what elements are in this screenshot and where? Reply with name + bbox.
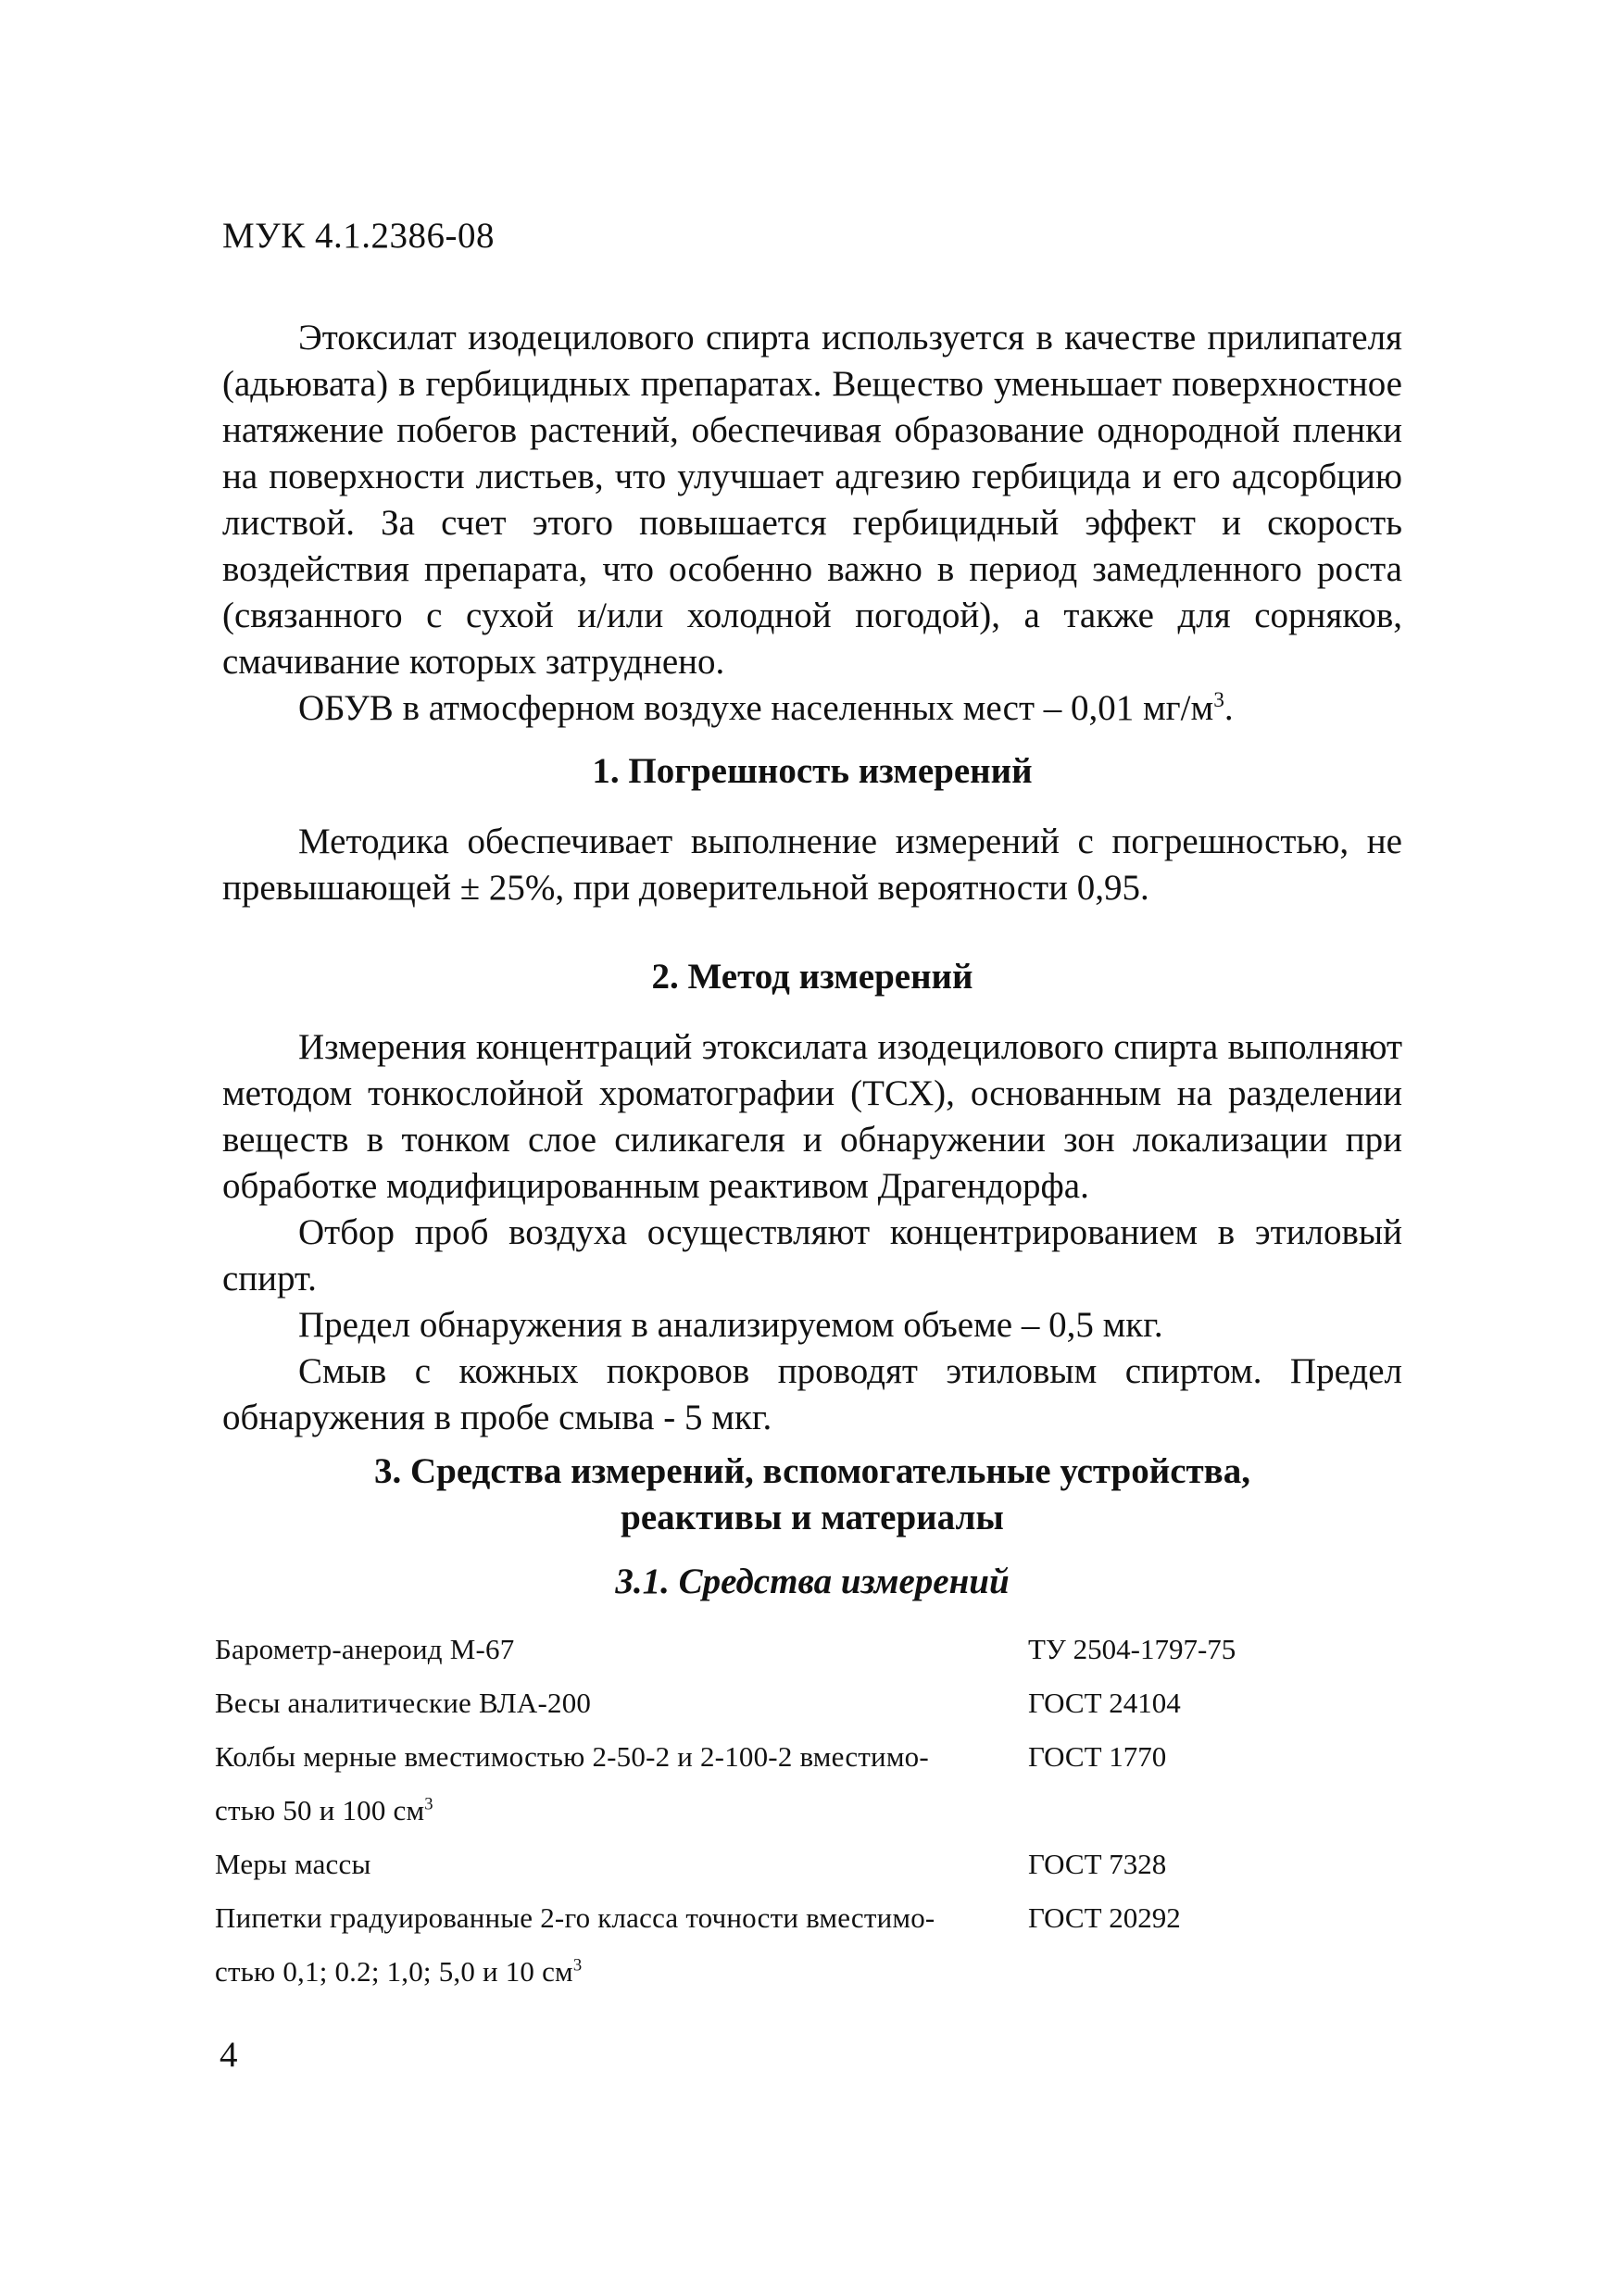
- section-2-paragraph: Предел обнаружения в анализируемом объеме – 0,5 мкг.: [298, 1305, 1163, 1345]
- equipment-name-line-2: [215, 1945, 1002, 1999]
- equipment-name-line-1: Пипетки градуированные 2-го класса точности вместимо-: [215, 1901, 935, 1934]
- equipment-name: Меры массы: [215, 1848, 371, 1880]
- section-1-body: [222, 819, 1402, 911]
- document-code-header: МУК 4.1.2386-08: [222, 216, 496, 256]
- equipment-standard: ГОСТ 7328: [1028, 1848, 1167, 1880]
- intro-text: [222, 315, 1402, 732]
- unit-superscript: 3: [424, 1794, 433, 1814]
- equipment-name-line-2: [215, 1784, 1002, 1838]
- intro-paragraph: Этоксилат изодецилового спирта используется в качестве прилипателя (адьювата) в гербицидных препаратах. Вещество уменьшает поверхностное натяжение побегов растений, обеспечивая образование однородной пленки на поверхности листьев, что улучшает адгезию гербицида и его адсорбцию листвой. За счет этого повышается гербицидный эффект и скорость воздействия препарата, что особенно важно в период замедленного роста (связанного с сухой и/или холодной погодой), а также для сорняков, смачивание которых затруднено.: [222, 318, 1402, 682]
- section-2-body: [222, 1024, 1402, 1441]
- equipment-standard: ГОСТ 24104: [1028, 1687, 1181, 1719]
- equipment-name-line-2-text: стью 0,1; 0.2; 1,0; 5,0 и 10 см: [215, 1955, 573, 1988]
- section-3-title: [222, 1449, 1402, 1541]
- equipment-standard: ГОСТ 1770: [1028, 1740, 1167, 1773]
- equipment-name: Весы аналитические ВЛА-200: [215, 1687, 592, 1719]
- list-item: [215, 1838, 1410, 1891]
- section-2-paragraph: Смыв с кожных покровов проводят этиловым спиртом. Предел обнаружения в пробе смыва - 5 мкг.: [222, 1351, 1402, 1437]
- unit-superscript: 3: [1213, 688, 1224, 712]
- section-1-paragraph: Методика обеспечивает выполнение измерений с погрешностью, не превышающей ± 25%, при доверительной вероятности 0,95.: [222, 822, 1402, 908]
- obuv-paragraph: [222, 685, 1402, 732]
- section-2-paragraph: Отбор проб воздуха осуществляют концентрированием в этиловый спирт.: [222, 1212, 1402, 1299]
- equipment-name: Барометр-анероид М-67: [215, 1633, 515, 1665]
- equipment-name-line-2-text: стью 50 и 100 см: [215, 1794, 425, 1826]
- list-item: [215, 1623, 1410, 1676]
- equipment-name: [215, 1730, 1002, 1838]
- section-2-title: 2. Метод измерений: [651, 957, 973, 997]
- section-2-paragraph: Измерения концентраций этоксилата изодецилового спирта выполняют методом тонкослойной хроматографии (ТСХ), основанным на разделении веществ в тонком слое силикагеля и обнаружении зон локализации при обработке модифицированным реактивом Драгендорфа.: [222, 1027, 1402, 1206]
- subsection-3-1-title: 3.1. Средства измерений: [615, 1562, 1010, 1601]
- equipment-standard: ТУ 2504-1797-75: [1028, 1633, 1236, 1665]
- list-item: [215, 1891, 1410, 1999]
- page-number: 4: [220, 2035, 238, 2075]
- equipment-list: [215, 1623, 1410, 1999]
- obuv-text: ОБУВ в атмосферном воздухе населенных мест – 0,01 мг/м: [298, 688, 1214, 728]
- list-item: [215, 1676, 1410, 1730]
- obuv-end: .: [1224, 688, 1234, 728]
- equipment-name: [215, 1891, 1002, 1999]
- section-3-title-line-1: 3. Средства измерений, вспомогательные устройства,: [374, 1451, 1250, 1491]
- list-item: [215, 1730, 1410, 1838]
- equipment-name-line-1: Колбы мерные вместимостью 2-50-2 и 2-100-2 вместимо-: [215, 1740, 929, 1773]
- equipment-standard: ГОСТ 20292: [1028, 1901, 1181, 1934]
- unit-superscript: 3: [572, 1955, 583, 1976]
- section-3-title-line-2: реактивы и материалы: [621, 1498, 1004, 1537]
- section-1-title: 1. Погрешность измерений: [592, 751, 1033, 791]
